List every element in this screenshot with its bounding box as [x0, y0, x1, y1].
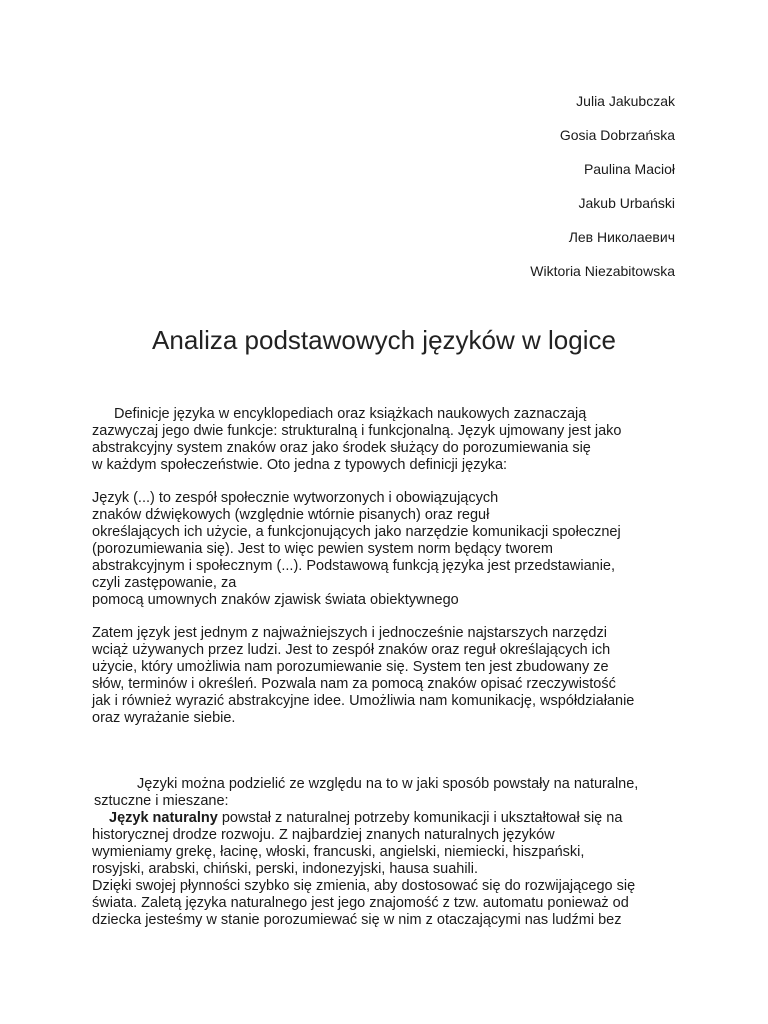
bold-term: Język naturalny	[109, 810, 218, 826]
text-line: Języki można podzielić ze względu na to w jaki sposób powstały na naturalne,	[137, 776, 639, 792]
text-line: jak i również wyrazić abstrakcyjne idee. Umożliwia nam komunikację, współdziałanie	[92, 693, 635, 709]
text-line	[92, 810, 692, 827]
text-line: świata. Zaletą języka naturalnego jest jego znajomość z tzw. automatu ponieważ od	[92, 895, 629, 911]
text-line: oraz wyrażanie siebie.	[92, 710, 236, 726]
text-fragment: powstał z naturalnej potrzeby komunikacji i ukształtował się na	[217, 810, 623, 826]
text-line: w każdym społeczeństwie. Oto jedna z typowych definicji języka:	[92, 457, 508, 473]
text-line: określających ich użycie, a funkcjonujących jako narzędzie komunikacji społecznej	[92, 524, 621, 540]
text-line: słów, terminów i określeń. Pozwala nam za pomocą znaków opisać rzeczywistość	[92, 676, 616, 692]
text-line: (porozumiewania się). Jest to więc pewien system norm będący tworem	[92, 541, 553, 557]
author-name: Wiktoria Niezabitowska	[530, 263, 675, 279]
text-line: Język (...) to zespół społecznie wytworzonych i obowiązujących	[92, 490, 499, 506]
author-name: Лев Николаевич	[568, 229, 675, 245]
paragraph-definitions	[92, 406, 692, 474]
text-line: sztuczne i mieszane:	[94, 793, 229, 809]
text-line: zazwyczaj jego dwie funkcje: strukturalną i funkcjonalną. Język ujmowany jest jako	[92, 423, 622, 439]
paragraph-quote	[92, 490, 692, 609]
text-line: Definicje języka w encyklopediach oraz książkach naukowych zaznaczają	[114, 406, 587, 422]
document-title: Analiza podstawowych języków w logice	[152, 325, 616, 355]
author-name: Julia Jakubczak	[576, 93, 675, 109]
text-line: znaków dźwiękowych (względnie wtórnie pisanych) oraz reguł	[92, 507, 490, 523]
text-line: wciąż używanych przez ludzi. Jest to zespół znaków oraz reguł określających ich	[92, 642, 611, 658]
text-line: abstrakcyjnym i społecznym (...). Podstawową funkcją języka jest przedstawianie,	[92, 558, 616, 574]
author-name: Gosia Dobrzańska	[559, 127, 675, 143]
text-line: historycznej drodze rozwoju. Z najbardziej znanych naturalnych języków	[92, 827, 555, 843]
author-name: Jakub Urbański	[578, 195, 675, 211]
text-line: użycie, który umożliwia nam porozumiewanie się. System ten jest zbudowany ze	[92, 659, 609, 675]
paragraph-language-types	[92, 776, 692, 929]
text-line: czyli zastępowanie, za	[92, 575, 237, 591]
text-line: Zatem język jest jednym z najważniejszych i jednocześnie najstarszych narzędzi	[92, 625, 607, 641]
text-line: wymieniamy grekę, łacinę, włoski, francuski, angielski, niemiecki, hiszpański,	[92, 844, 585, 860]
author-list	[530, 84, 675, 288]
text-line: dziecka jesteśmy w stanie porozumiewać się w nim z otaczającymi nas ludźmi bez	[92, 912, 622, 928]
text-line: abstrakcyjny system znaków oraz jako środek służący do porozumiewania się	[92, 440, 591, 456]
paragraph-summary	[92, 625, 692, 727]
text-line: rosyjski, arabski, chiński, perski, indonezyjski, hausa suahili.	[92, 861, 479, 877]
text-line: Dzięki swojej płynności szybko się zmienia, aby dostosować się do rozwijającego się	[92, 878, 636, 894]
author-name: Paulina Macioł	[583, 161, 675, 177]
text-line: pomocą umownych znaków zjawisk świata obiektywnego	[92, 592, 459, 608]
